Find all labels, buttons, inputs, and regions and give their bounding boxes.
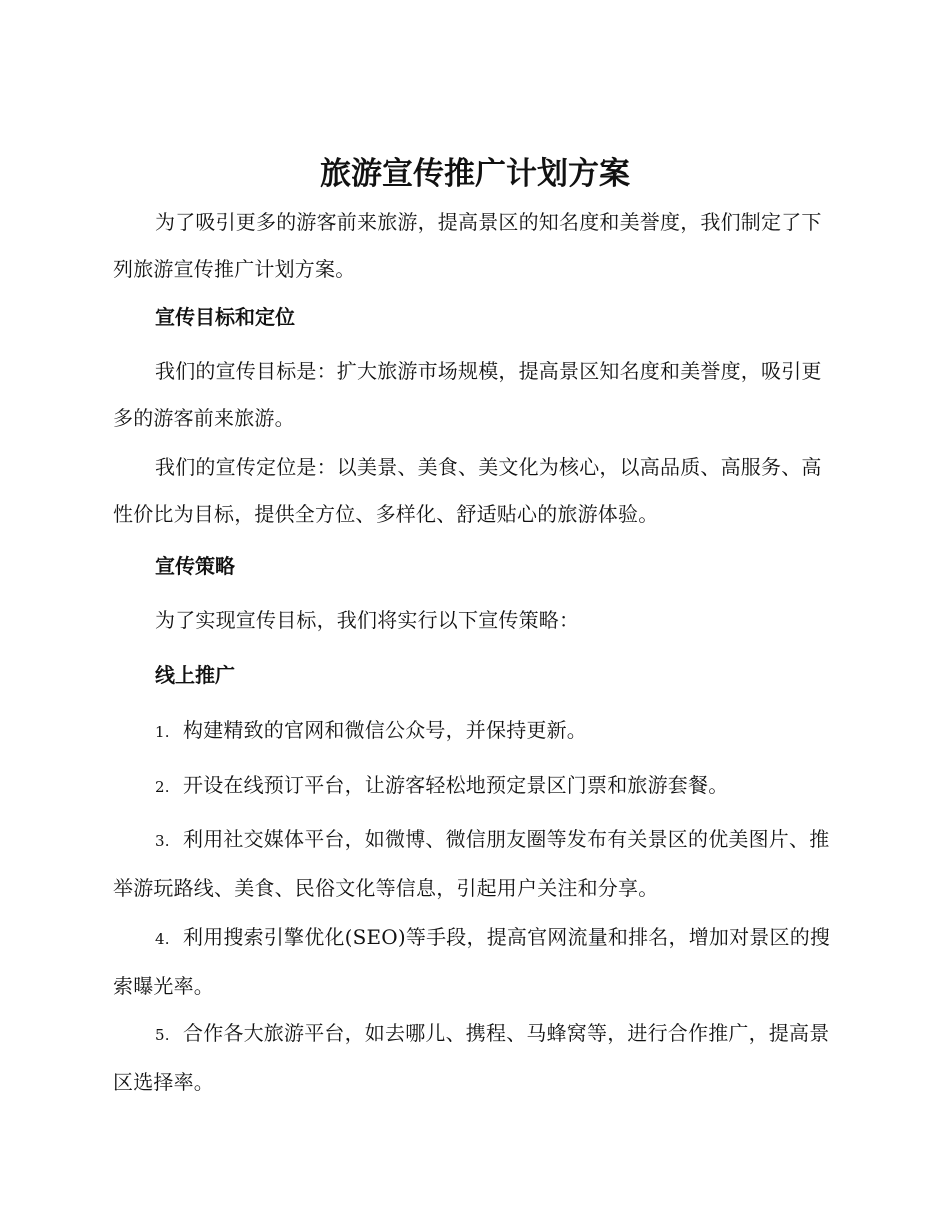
section-heading-goals-block <box>113 302 833 332</box>
section-heading-strategy: 宣传策略 <box>155 554 235 578</box>
section-heading-online-block <box>113 660 833 690</box>
list-item-text: 构建精致的官网和微信公众号，并保持更新。 <box>183 718 587 742</box>
list-item-text: 利用社交媒体平台，如微博、微信朋友圈等发布有关景区的优美图片、推举游玩路线、美食、民俗文化等信息，引起用户关注和分享。 <box>113 827 830 900</box>
list-item-5 <box>113 1010 833 1106</box>
section-heading-strategy-block <box>113 551 833 581</box>
list-item-2 <box>113 762 833 811</box>
list-item-3 <box>113 816 833 912</box>
strategy-paragraph: 为了实现宣传目标，我们将实行以下宣传策略： <box>155 608 580 632</box>
list-item-4 <box>113 914 833 1010</box>
page-title: 旅游宣传推广计划方案 <box>320 156 630 192</box>
goals-paragraph: 我们的宣传目标是：扩大旅游市场规模，提高景区知名度和美誉度，吸引更多的游客前来旅游。 <box>113 359 822 430</box>
positioning-paragraph-block <box>113 444 833 538</box>
list-item-text: 利用搜索引擎优化(SEO)等手段，提高官网流量和排名，增加对景区的搜索曝光率。 <box>113 925 831 998</box>
section-heading-online: 线上推广 <box>155 663 235 687</box>
list-item-1 <box>113 707 833 756</box>
section-heading-goals: 宣传目标和定位 <box>155 305 295 329</box>
list-item-text: 合作各大旅游平台，如去哪儿、携程、马蜂窝等，进行合作推广，提高景区选择率。 <box>113 1021 830 1094</box>
list-item-text: 开设在线预订平台，让游客轻松地预定景区门票和旅游套餐。 <box>183 773 729 797</box>
list-item-number: 5. <box>155 1026 170 1044</box>
list-item-number: 3. <box>155 832 170 850</box>
list-item-number: 2. <box>155 778 170 796</box>
intro-paragraph: 为了吸引更多的游客前来旅游，提高景区的知名度和美誉度，我们制定了下列旅游宣传推广计划方案。 <box>113 210 822 281</box>
list-item-number: 4. <box>155 930 170 948</box>
positioning-paragraph: 我们的宣传定位是：以美景、美食、美文化为核心，以高品质、高服务、高性价比为目标，提供全方位、多样化、舒适贴心的旅游体验。 <box>113 455 822 526</box>
list-item-number: 1. <box>155 723 170 741</box>
goals-paragraph-block <box>113 348 833 442</box>
strategy-paragraph-block <box>113 597 833 644</box>
intro-block <box>113 199 833 293</box>
